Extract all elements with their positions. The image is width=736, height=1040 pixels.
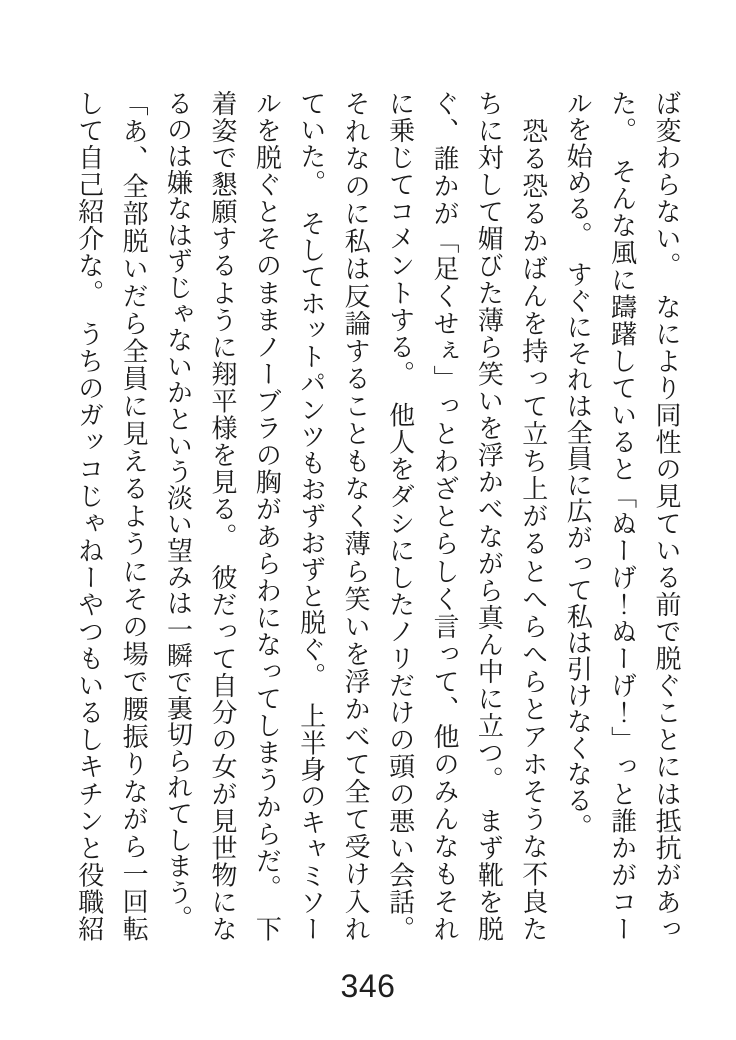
text-line: ていた。 そしてホットパンツもおずおずと脱ぐ。 上半身のキャミソー [296,90,326,942]
text-line: それなのに私は反論することもなく薄ら笑いを浮かべて全て受け入れ [341,90,371,942]
text-line: ば変わらない。 なにより同性の見ている前で脱ぐことには抵抗があっ [652,90,681,942]
text-line: 恐る恐るかばんを持って立ち上がるとへらへらとアホそうな不良た [518,90,548,942]
text-line: 着姿で懇願するように翔平様を見る。 彼だって自分の女が見世物にな [207,90,237,942]
text-line: ちに対して媚びた薄ら笑いを浮かべながら真ん中に立つ。 まず靴を脱 [474,90,504,942]
body-text [66,90,688,942]
text-line: ルを脱ぐとそのままノーブラの胸があらわになってしまうからだ。 下 [252,90,282,942]
text-line: して自己紹介な。 うちのガッコじゃねーやつもいるしキチンと役職紹 [74,90,104,942]
text-line: に乗じてコメントする。 他人をダシにしたノリだけの頭の悪い会話。 [385,90,415,942]
page-number: 346 [340,968,396,1004]
text-line: ルを始める。 すぐにそれは全員に広がって私は引けなくなる。 [563,90,593,840]
text-line: るのは嫌なはずじゃないかという淡い望みは一瞬で裏切られてしまう。 [163,90,193,932]
text-line: た。 そんな風に躊躇していると「ぬーげ！ぬーげ！」っと誰かがコー [607,90,637,942]
text-line: ぐ、誰かが「足くせぇ」っとわざとらしく言って、他のみんなもそれ [429,90,459,942]
text-line: 「あ、全部脱いだら全員に見えるようにその場で腰振りながら一回転 [119,90,149,942]
